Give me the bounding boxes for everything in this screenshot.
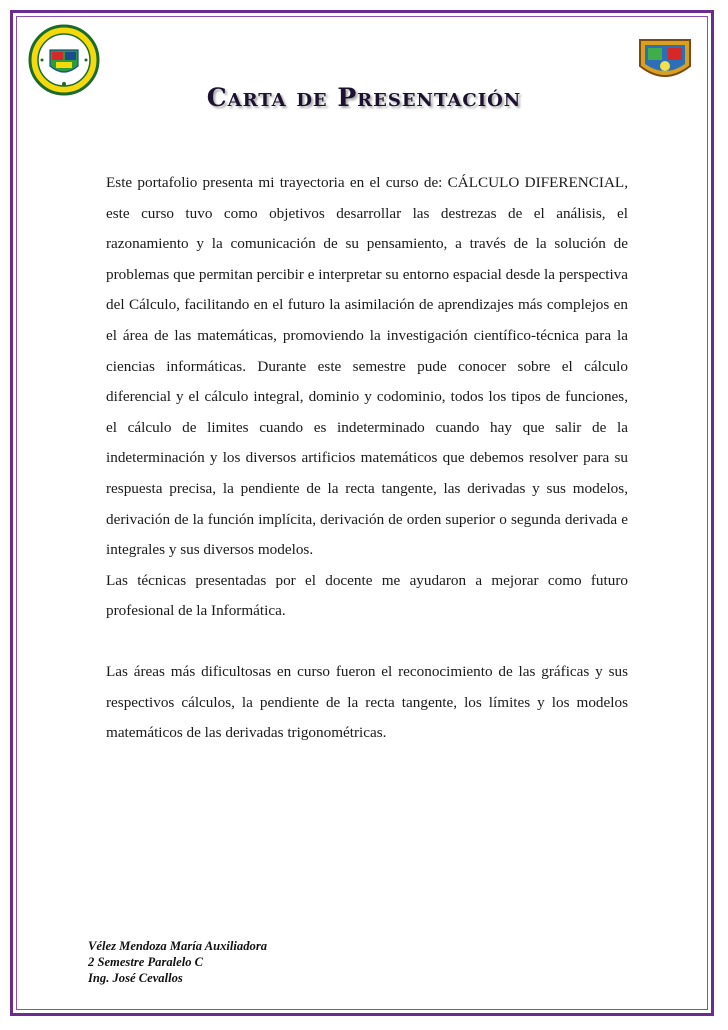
course-info: 2 Semestre Paralelo C — [88, 955, 204, 969]
student-name: Vélez Mendoza María Auxiliadora — [88, 939, 268, 953]
paragraph-difficulties: Las áreas más dificultosas en curso fueron el reconocimiento de las gráficas y sus respectivos cálculos, la pendiente de la recta tangente, los límites y los modelos matemáticos de las derivadas trigonométricas. — [106, 662, 628, 742]
paragraph-techniques: Las técnicas presentadas por el docente me ayudaron a mejorar como futuro profesional de la Informática. — [106, 571, 628, 620]
paragraph-gap — [106, 627, 628, 657]
signature-block — [88, 938, 267, 986]
page-title: Carta de Presentación — [206, 83, 522, 112]
teacher-name: Ing. José Cevallos — [88, 971, 183, 985]
letter-body — [106, 168, 628, 749]
paragraph-intro: Este portafolio presenta mi trayectoria en el curso de: CÁLCULO DIFERENCIAL, este curso tuvo como objetivos desarrollar las destrezas de el análisis, el razonamiento y la comunicación de su pensamiento, a través de la solución de problemas que permitan percibir e interpretar su entorno espacial desde la perspectiva del Cálculo, facilitando en el futuro la asimilación de aprendizajes más complejos en el área de las matemáticas, promoviendo la investigación científico-técnica para la ciencias informáticas. Durante este semestre pude conocer sobre el cálculo diferencial y el cálculo integral, dominio y codominio, todos los tipos de funciones, el cálculo de limites cuando es indeterminado cuando hay que salir de la indeterminación y los diversos artificios matemáticos que debemos resolver para su respuesta precisa, la pendiente de la recta tangente, las derivadas y sus modelos, derivación de la función implícita, derivación de orden superior o segunda derivada e integrales y sus diversos modelos. — [106, 174, 628, 559]
faculty-shield-icon — [636, 36, 694, 84]
